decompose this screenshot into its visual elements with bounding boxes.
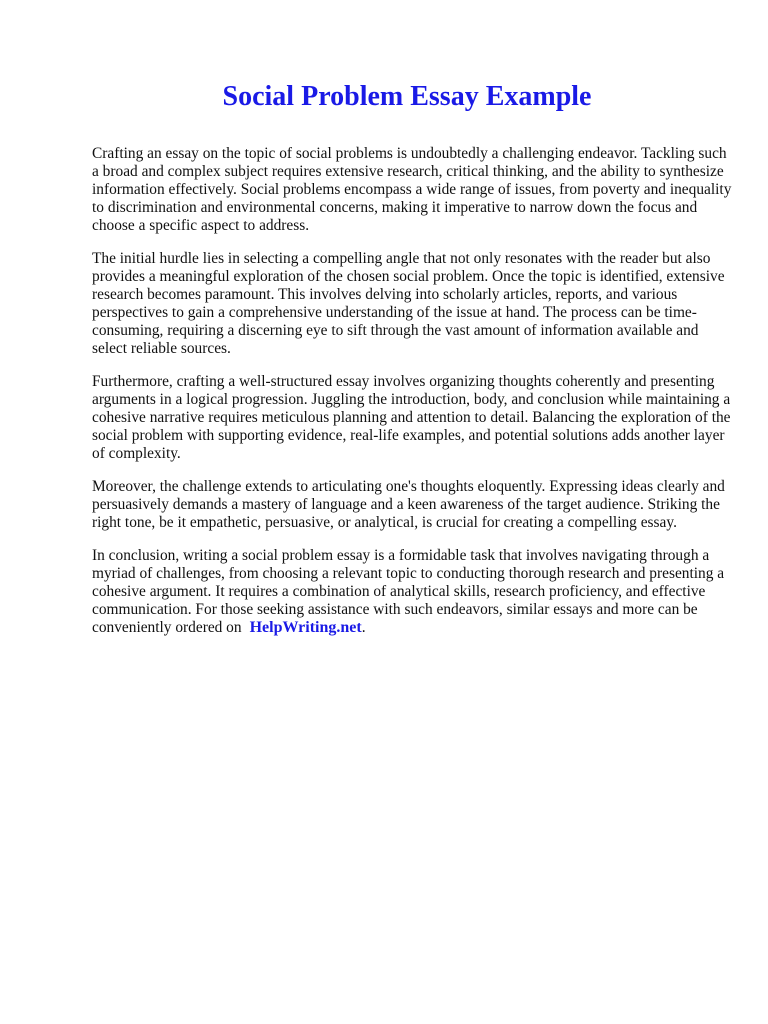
paragraph-1: Crafting an essay on the topic of social problems is undoubtedly a challenging endeavor. Tackling such a broad and complex subject requires extensive research, critical thinking, and the ability to synthesize information effectively. Social problems encompass a wide range of issues, from poverty and inequality to discrimination and environmental concerns, making it imperative to narrow down the focus and choose a specific aspect to address. xyxy=(92,145,732,234)
paragraph-3: Furthermore, crafting a well-structured essay involves organizing thoughts coherently and presenting arguments in a logical progression. Juggling the introduction, body, and conclusion while maintaining a cohesive narrative requires meticulous planning and attention to detail. Balancing the exploration of the social problem with supporting evidence, real-life examples, and potential solutions adds another layer of complexity. xyxy=(92,373,731,462)
helpwriting-link[interactable]: HelpWriting.net xyxy=(249,619,362,636)
paragraph-conclusion xyxy=(92,547,732,637)
conclusion-text: In conclusion, writing a social problem essay is a formidable task that involves navigating through a myriad of challenges, from choosing a relevant topic to conducting thorough research and presenting a cohesive argument. It requires a combination of analytical skills, research proficiency, and effective communication. For those seeking assistance with such endeavors, similar essays and more can be conveniently ordered on xyxy=(92,547,725,636)
paragraph-2: The initial hurdle lies in selecting a compelling angle that not only resonates with the reader but also provides a meaningful exploration of the chosen social problem. Once the topic is identified, extensive research becomes paramount. This involves delving into scholarly articles, reports, and various perspectives to gain a comprehensive understanding of the issue at hand. The process can be time-consuming, requiring a discerning eye to sift through the vast amount of information available and select reliable sources. xyxy=(92,250,725,357)
essay-body xyxy=(92,145,732,652)
paragraph-4: Moreover, the challenge extends to articulating one's thoughts eloquently. Expressing ideas clearly and persuasively demands a mastery of language and a keen awareness of the target audience. Striking the right tone, be it empathetic, persuasive, or analytical, is crucial for creating a compelling essay. xyxy=(92,478,725,531)
conclusion-trailing-period: . xyxy=(361,619,366,636)
page-title: Social Problem Essay Example xyxy=(222,81,592,112)
